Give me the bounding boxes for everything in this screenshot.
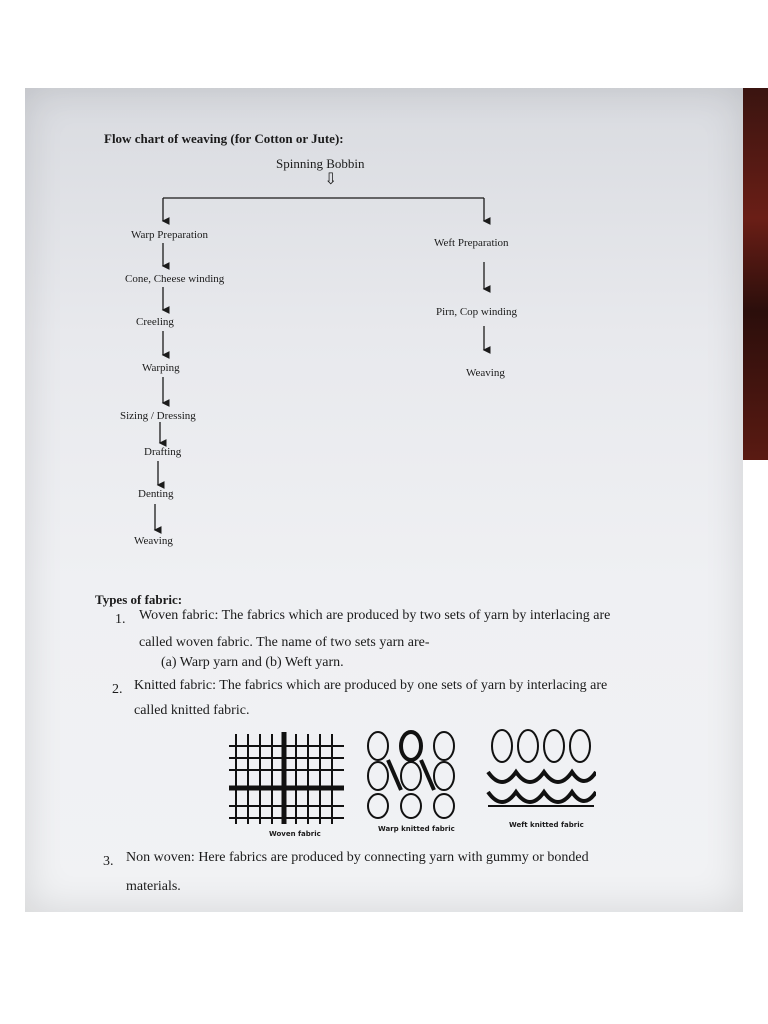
list-number: 1. [115, 612, 126, 627]
list-number: 3. [103, 854, 114, 869]
flow-node-root: Spinning Bobbin [276, 156, 365, 171]
list-number: 2. [112, 682, 123, 697]
list-item-text: materials. [126, 879, 181, 894]
woven-fabric-figure [229, 732, 344, 824]
list-item-text: (a) Warp yarn and (b) Weft yarn. [161, 655, 344, 670]
flow-node-weft: Weaving [466, 367, 505, 379]
weft-knitted-figure [488, 730, 596, 806]
figure-caption: Weft knitted fabric [509, 821, 584, 829]
flow-node-warp: Denting [138, 488, 174, 500]
figure-caption: Woven fabric [269, 830, 321, 838]
figure-caption: Warp knitted fabric [378, 825, 455, 833]
flow-node-warp: Cone, Cheese winding [125, 273, 225, 285]
warp-knitted-figure [368, 732, 454, 818]
flow-node-weft: Weft Preparation [434, 237, 509, 249]
flow-node-warp: Warping [142, 362, 180, 374]
flow-node-warp: Creeling [136, 316, 174, 328]
list-item-text: called knitted fabric. [134, 703, 250, 718]
flow-node-warp: Drafting [144, 446, 182, 458]
flow-node-warp: Weaving [134, 535, 173, 547]
page-title: Flow chart of weaving (for Cotton or Jute): [104, 131, 344, 146]
list-item-text: Non woven: Here fabrics are produced by connecting yarn with gummy or bonded [126, 850, 589, 865]
list-item-text: Knitted fabric: The fabrics which are produced by one sets of yarn by interlacing are [134, 678, 608, 693]
flow-node-weft: Pirn, Cop winding [436, 306, 517, 318]
flow-node-warp: Sizing / Dressing [120, 410, 196, 422]
list-item-text: Woven fabric: The fabrics which are produced by two sets of yarn by interlacing are [139, 608, 611, 623]
list-item-text: called woven fabric. The name of two sets yarn are- [139, 635, 430, 650]
section-heading: Types of fabric: [95, 592, 183, 607]
down-arrow-icon: ⇩ [324, 171, 338, 188]
flow-node-warp: Warp Preparation [131, 229, 208, 241]
fabric-illustration [226, 724, 596, 824]
